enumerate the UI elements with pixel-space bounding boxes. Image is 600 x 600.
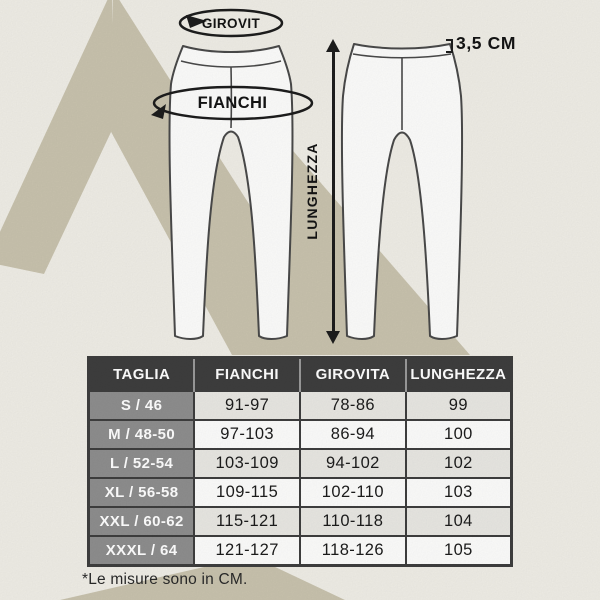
waist-label: GIROVIT xyxy=(201,15,261,31)
fianchi-cell: 109-115 xyxy=(194,478,300,507)
fianchi-cell: 103-109 xyxy=(194,449,300,478)
fianchi-cell: 97-103 xyxy=(194,420,300,449)
table-row-xxl xyxy=(89,507,512,536)
table-row-xxxl xyxy=(89,536,512,566)
size-cell: S / 46 xyxy=(89,391,195,420)
table-row-xl xyxy=(89,478,512,507)
girovita-cell: 110-118 xyxy=(300,507,406,536)
lunghezza-cell: 102 xyxy=(406,449,512,478)
fianchi-cell: 115-121 xyxy=(194,507,300,536)
lunghezza-cell: 100 xyxy=(406,420,512,449)
size-cell: XL / 56-58 xyxy=(89,478,195,507)
table-row-s xyxy=(89,391,512,420)
size-table-head xyxy=(89,358,512,392)
waistband-bracket-icon xyxy=(446,39,453,53)
lunghezza-cell: 105 xyxy=(406,536,512,566)
col-header-lunghezza: LUNGHEZZA xyxy=(406,358,512,392)
length-label: LUNGHEZZA xyxy=(304,142,320,240)
girovita-cell: 86-94 xyxy=(300,420,406,449)
lunghezza-cell: 99 xyxy=(406,391,512,420)
lunghezza-cell: 104 xyxy=(406,507,512,536)
size-table-body xyxy=(89,391,512,566)
size-table-container xyxy=(87,356,513,567)
girovita-cell: 78-86 xyxy=(300,391,406,420)
size-cell: XXL / 60-62 xyxy=(89,507,195,536)
lunghezza-cell: 103 xyxy=(406,478,512,507)
girovita-cell: 94-102 xyxy=(300,449,406,478)
col-header-taglia: TAGLIA xyxy=(89,358,195,392)
size-cell: L / 52-54 xyxy=(89,449,195,478)
col-header-fianchi: FIANCHI xyxy=(194,358,300,392)
fianchi-cell: 121-127 xyxy=(194,536,300,566)
back-pants-drawing xyxy=(341,40,463,340)
size-cell: XXXL / 64 xyxy=(89,536,195,566)
header-row xyxy=(89,358,512,392)
length-arrow-up-icon xyxy=(326,39,340,52)
girovita-cell: 102-110 xyxy=(300,478,406,507)
table-row-l xyxy=(89,449,512,478)
length-arrow-line xyxy=(332,48,335,334)
hips-label: FIANCHI xyxy=(197,93,268,112)
units-footnote: *Le misure sono in CM. xyxy=(82,571,248,588)
table-row-m xyxy=(89,420,512,449)
fianchi-cell: 91-97 xyxy=(194,391,300,420)
girovita-cell: 118-126 xyxy=(300,536,406,566)
waistband-height-label: 3,5 CM xyxy=(456,33,517,53)
size-cell: M / 48-50 xyxy=(89,420,195,449)
size-table xyxy=(87,356,513,567)
col-header-girovita: GIROVITA xyxy=(300,358,406,392)
length-arrow-down-icon xyxy=(326,331,340,344)
